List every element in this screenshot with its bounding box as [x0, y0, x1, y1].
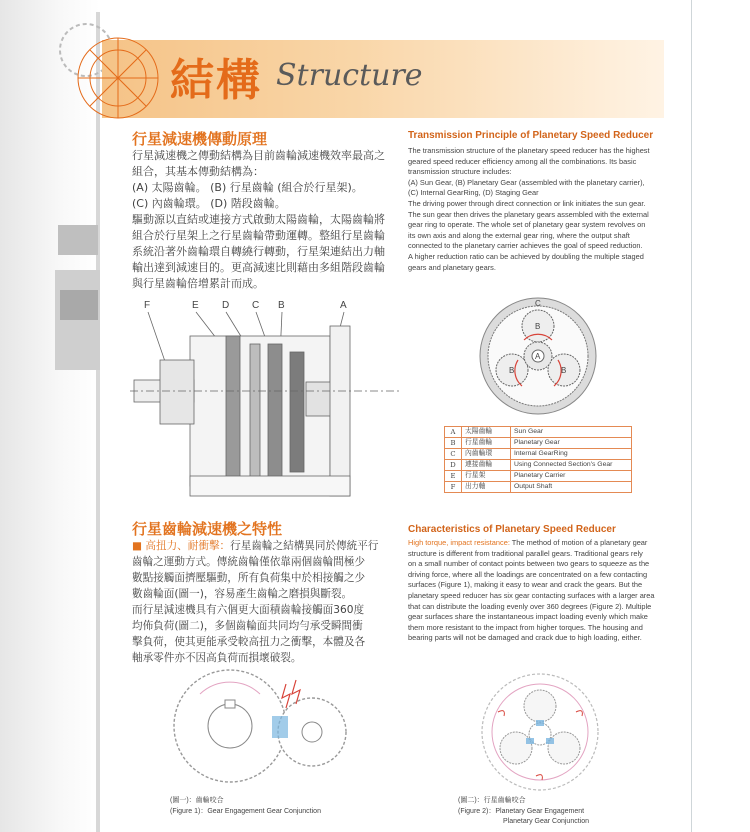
drawing-label-c: C	[252, 300, 260, 311]
legend-zh: 出力軸	[462, 482, 511, 493]
en-line: The method of motion of a planetary gear	[509, 538, 648, 547]
table-row	[445, 438, 632, 449]
zh-line: 輸出達到減速目的。更高減速比則藉由多組階段齒輪	[132, 261, 385, 274]
component-legend-table	[444, 426, 632, 493]
legend-zh: 行星齒輪	[462, 438, 511, 449]
gear-label-planet-right: B	[561, 366, 567, 375]
zh-line: 軸承零件亦不因高負荷而損壞破裂。	[132, 652, 302, 664]
zh-line: 組合於行星架上之行星齒輪帶動運轉。整組行星齒輪	[132, 229, 385, 242]
figure1-caption-zh: (圖一)：齒輪咬合	[170, 797, 224, 804]
legend-en: Planetary Carrier	[511, 471, 632, 482]
characteristics-lead-zh: ■ 高扭力、耐衝擊：	[132, 540, 231, 552]
zh-line: 驅動源以直結或連接方式啟動太陽齒輪，太陽齒輪將	[132, 213, 385, 226]
legend-en: Internal GearRing	[511, 449, 632, 460]
table-row	[445, 460, 632, 471]
legend-zh: 連接齒輪	[462, 460, 511, 471]
legend-en: Using Connected Section's Gear	[511, 460, 632, 471]
page-title-en: Structure	[276, 58, 423, 93]
drawing-label-b: B	[278, 300, 285, 311]
en-line: The sun gear then drives the planetary gears assembled with the external	[408, 209, 649, 219]
en-line: planetary speed reducer has six gear contacting surfaces with a larger area	[408, 590, 655, 600]
left-gear-decoration	[0, 10, 100, 390]
en-line: (C) Internal GearRing, (D) Staging Gear	[408, 188, 539, 198]
legend-key: F	[445, 482, 462, 493]
zh-line: 行星齒輪之結構異同於傳統平行	[230, 540, 379, 552]
table-row	[445, 427, 632, 438]
legend-zh: 行星架	[462, 471, 511, 482]
figure1-gear-engagement	[160, 664, 350, 784]
drawing-label-d: D	[222, 300, 230, 311]
drawing-label-e: E	[192, 300, 199, 311]
principle-text-zh	[132, 148, 402, 292]
en-line: transmission structure includes:	[408, 167, 512, 177]
legend-key: D	[445, 460, 462, 471]
zh-line: 與行星齒輪倍增累計而成。	[132, 277, 264, 290]
en-line: surfaces (Figure 1), making it easy to wear and crack the gears. But the	[408, 580, 643, 590]
en-line: The driving power through direct connection or link initiates the sun gear.	[408, 198, 646, 208]
en-line: them more resistant to the impact from higher torques. The housing and	[408, 622, 643, 632]
en-line: bearing parts will not be damaged and crack due to high loading, either.	[408, 633, 642, 643]
en-line: structure is different from traditional parallel gears. Traditional gears rely	[408, 548, 643, 558]
en-line: gear surfaces share the instantaneous impact loading evenly which make	[408, 612, 648, 622]
page-edge	[691, 0, 692, 832]
drawing-label-a: A	[340, 300, 347, 311]
en-line: connected to the planetary carrier achieves the goal of speed reduction.	[408, 241, 643, 251]
en-line: gear ring to operate. The whole set of planetary gear system revolves on	[408, 220, 646, 230]
zh-line: 而行星減速機具有六個更大面積齒輪接觸面360度	[132, 604, 365, 616]
gear-label-ring: C	[535, 299, 541, 308]
zh-line: 齒輪之運動方式。傳統齒輪僅依靠兩個齒輪間極少	[132, 556, 366, 568]
figure2-caption-zh: (圖二)：行星齒輪咬合	[458, 797, 526, 804]
zh-line: 擊負荷，使其更能承受較高扭力之衝擊，本體及各	[132, 636, 366, 648]
gear-label-planet-top: B	[535, 322, 541, 331]
characteristics-heading-en: Characteristics of Planetary Speed Reducer	[408, 524, 616, 535]
characteristics-text-en	[408, 538, 670, 644]
figure2-caption-en-1: (Figure 2)：Planetary Gear Engagement	[458, 808, 585, 815]
en-line: (A) Sun Gear, (B) Planetary Gear (assembled with the planetary carrier),	[408, 177, 645, 187]
figure2-planetary-engagement	[476, 672, 604, 792]
en-line: its own axis and along the external gear ring, where the output shaft	[408, 230, 630, 240]
zh-line: 數點接觸面擠壓驅動，所有負荷集中於相接觸之少	[132, 572, 366, 584]
en-line: on a small number of contact points between two gears to squeeze as the	[408, 559, 650, 569]
en-line: The transmission structure of the planetary speed reducer has the highest	[408, 146, 650, 155]
legend-key: C	[445, 449, 462, 460]
legend-en: Planetary Gear	[511, 438, 632, 449]
planetary-gear-diagram	[478, 296, 598, 416]
en-line: A higher reduction ratio can be achieved by doubling the multiple staged	[408, 251, 644, 261]
zh-line: 組合，其基本傳動結構為：	[132, 165, 264, 178]
gear-label-planet-left: B	[509, 366, 515, 375]
legend-key: B	[445, 438, 462, 449]
legend-zh: 太陽齒輪	[462, 427, 511, 438]
characteristics-text-zh	[132, 538, 394, 666]
zh-line: 數齒輪面(圖一)，容易產生齒輪之磨損與斷裂。	[132, 588, 353, 600]
legend-key: A	[445, 427, 462, 438]
principle-heading-en: Transmission Principle of Planetary Speed Reducer	[408, 130, 654, 141]
table-row	[445, 471, 632, 482]
zh-line: (A) 太陽齒輪。 (B) 行星齒輪 (組合於行星架)。	[132, 181, 363, 194]
figure1-caption-en: (Figure 1)：Gear Engagement Gear Conjunction	[170, 808, 321, 815]
banner-gear-graphic	[102, 12, 162, 118]
principle-text-en	[408, 146, 670, 273]
en-line: geared speed reducer efficiency among all the combinations. Its basic	[408, 156, 637, 166]
characteristics-lead-en: High torque, impact resistance:	[408, 538, 510, 547]
legend-en: Sun Gear	[511, 427, 632, 438]
drawing-label-f: F	[144, 300, 151, 311]
table-row	[445, 449, 632, 460]
legend-key: E	[445, 471, 462, 482]
characteristics-heading-zh: 行星齒輪減速機之特性	[132, 520, 283, 538]
en-line: gears and planetary gears.	[408, 262, 496, 272]
figure2-caption-en-2: Planetary Gear Conjunction	[503, 818, 589, 825]
legend-en: Output Shaft	[511, 482, 632, 493]
en-line: that can distribute the loading evenly over 360 degrees (Figure 2). Multiple	[408, 601, 652, 611]
cross-section-drawing	[130, 296, 400, 506]
zh-line: 均佈負荷(圖二)，多個齒輪面共同均勻承受瞬間衝	[132, 620, 363, 632]
legend-zh: 內齒輪環	[462, 449, 511, 460]
zh-line: (C) 內齒輪環。 (D) 階段齒輪。	[132, 197, 286, 210]
table-row	[445, 482, 632, 493]
en-line: driving force, where all the loadings are concentrated on a few contacting	[408, 569, 648, 579]
zh-line: 系統沿著外齒輪環自轉繞行轉動，行星架連結出力軸	[132, 245, 385, 258]
zh-line: 行星減速機之傳動結構為目前齒輪減速機效率最高之	[132, 149, 385, 162]
gear-label-sun: A	[535, 352, 541, 361]
principle-heading-zh: 行星減速機傳動原理	[132, 130, 268, 148]
page-title-zh: 結構	[170, 55, 262, 106]
